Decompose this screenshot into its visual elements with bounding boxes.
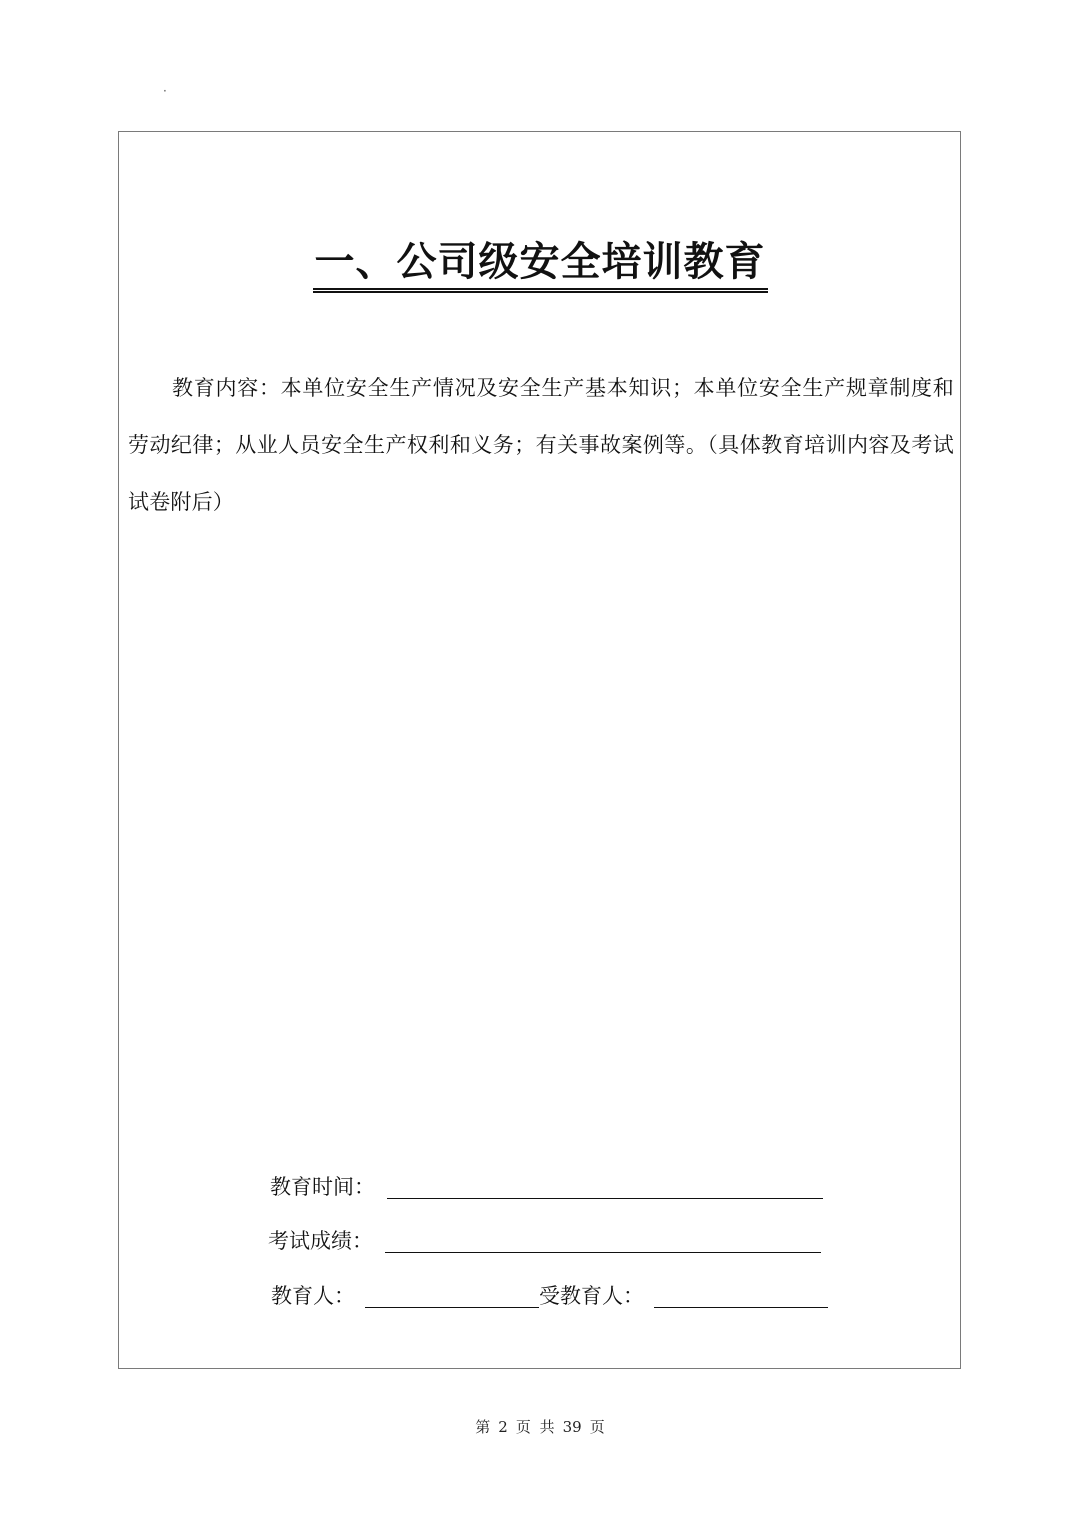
people-row: [271, 1281, 828, 1311]
educator-field[interactable]: [365, 1285, 539, 1308]
page-middle: 页 共: [515, 1418, 555, 1436]
exam-score-row: [268, 1226, 821, 1256]
education-content-paragraph: 教育内容：本单位安全生产情况及安全生产基本知识；本单位安全生产规章制度和劳动纪律；从业人员安全生产权利和义务；有关事故案例等。（具体教育培训内容及考试试卷附后）: [128, 376, 954, 514]
top-mark: ·: [163, 84, 167, 98]
education-time-row: [270, 1172, 823, 1202]
page-number: 2: [498, 1418, 508, 1436]
education-time-label: 教育时间：: [270, 1175, 375, 1199]
page-prefix: 第: [475, 1418, 491, 1436]
total-pages: 39: [562, 1418, 582, 1436]
education-time-field[interactable]: [387, 1176, 823, 1199]
exam-score-label: 考试成绩：: [268, 1229, 373, 1253]
page-title: 一、公司级安全培训教育: [313, 236, 768, 293]
trainee-label: 受教育人：: [539, 1284, 644, 1308]
page-suffix: 页: [589, 1418, 605, 1436]
trainee-field[interactable]: [654, 1285, 828, 1308]
educator-label: 教育人：: [271, 1284, 355, 1308]
title-container: [0, 236, 1080, 293]
page-footer: [0, 1416, 1080, 1437]
exam-score-field[interactable]: [385, 1230, 821, 1253]
